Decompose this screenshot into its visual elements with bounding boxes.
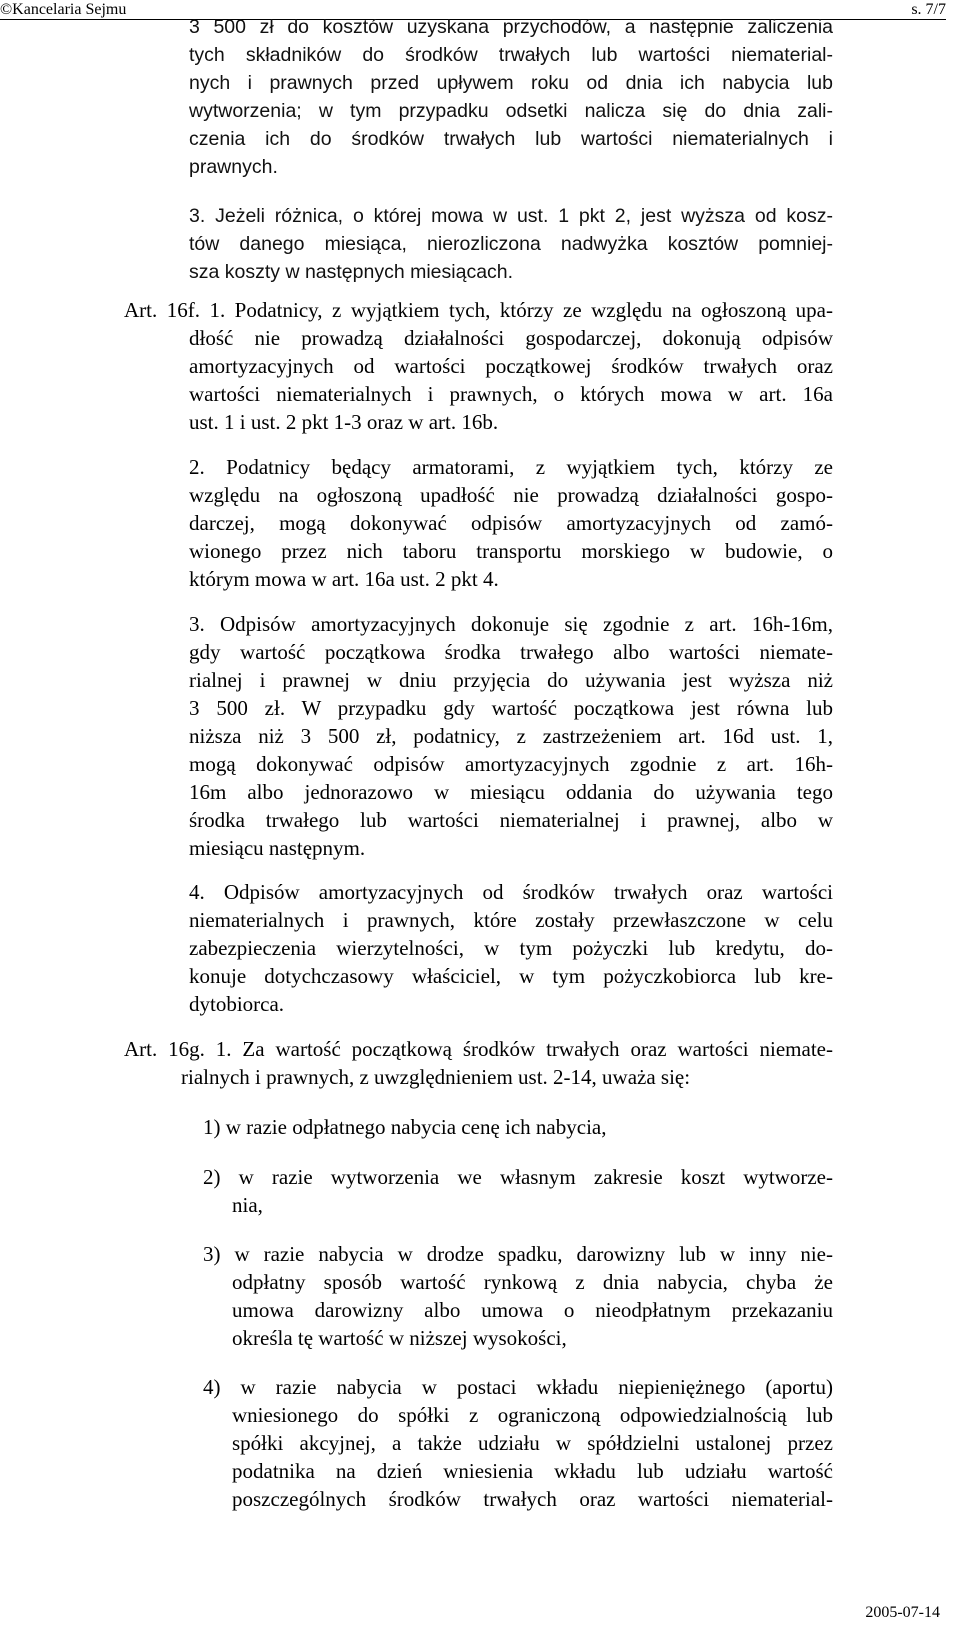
text-line: 4. Odpisów amortyzacyjnych od środków trwałych oraz wartości [189, 880, 833, 904]
text-line: 3. Jeżeli różnica, o której mowa w ust. 1 pkt 2, jest wyższa od kosz- [189, 205, 833, 227]
text-line: czenia ich do środków trwałych lub wartości niematerialnych i [189, 128, 833, 150]
text-line: wartości niematerialnych i prawnych, o których mowa w art. 16a [189, 382, 833, 406]
text-line: mogą dokonywać odpisów amortyzacyjnych zgodnie z art. 16h- [189, 752, 833, 776]
text-line: nia, [232, 1193, 263, 1217]
text-line: spółki akcyjnej, a także udziału w spółdzielni ustalonej przez [232, 1431, 833, 1455]
text-line: darczej, mogą dokonywać odpisów amortyzacyjnych od zamó- [189, 511, 833, 535]
art-16g-1-cont [181, 1063, 833, 1091]
art-16f-3 [189, 610, 833, 862]
text-line: podatnika na dzień wniesienia wkładu lub udziału wartość [232, 1459, 833, 1483]
text-line: nych i prawnych przed upływem roku od dnia ich nabycia lub [189, 72, 833, 94]
art-16g-1-item-2 [203, 1163, 833, 1191]
text-line: dytobiorca. [189, 992, 285, 1016]
text-line: poszczególnych środków trwałych oraz wartości niematerial- [232, 1487, 833, 1511]
list-item: 1) w razie odpłatnego nabycia cenę ich nabycia, [203, 1115, 607, 1139]
text-line: rialnej i prawnej w dniu przyjęcia do używania jest wyższa niż [189, 668, 833, 692]
text-line: 3 500 zł do kosztów uzyskana przychodów, a następnie zaliczenia [189, 16, 833, 38]
text-line: prawnych. [189, 156, 278, 178]
art-16g-1-item-4-cont [232, 1401, 833, 1513]
text-line: sza koszty w następnych miesiącach. [189, 261, 514, 283]
list-item: 2) w razie wytworzenia we własnym zakresie koszt wytworze- [203, 1165, 833, 1189]
text-line: względu na ogłoszoną upadłość nie prowadzą działalności gospo- [189, 483, 833, 507]
text-line: niższa niż 3 500 zł, podatnicy, z zastrzeżeniem art. 16d ust. 1, [189, 724, 833, 748]
list-item: 4) w razie nabycia w postaci wkładu niepieniężnego (aportu) [203, 1375, 833, 1399]
text-line: tów danego miesiąca, nierozliczona nadwyżka kosztów pomniej- [189, 233, 833, 255]
text-line: ust. 1 i ust. 2 pkt 1-3 oraz w art. 16b. [189, 410, 499, 434]
art-16g-1-item-3-cont [232, 1268, 833, 1352]
art-16f-1 [124, 296, 833, 324]
footer-date: 2005-07-14 [865, 1604, 940, 1621]
art-16g-1-item-2-cont [232, 1191, 833, 1219]
art-16g-1-item-3 [203, 1240, 833, 1268]
text-line: 3. Odpisów amortyzacyjnych dokonuje się zgodnie z art. 16h-16m, [189, 612, 833, 636]
text-line: amortyzacyjnych od wartości początkowej środków trwałych oraz [189, 354, 833, 378]
text-line: wionego przez nich taboru transportu morskiego w budowie, o [189, 539, 833, 563]
text-line: 2. Podatnicy będący armatorami, z wyjątkiem tych, którzy ze [189, 455, 833, 479]
art-16f-4 [189, 878, 833, 1018]
art-16f-1-cont [189, 324, 833, 436]
para-continuation [189, 13, 833, 181]
header-page-number: s. 7/7 [911, 1, 946, 18]
text-line: środka trwałego lub wartości niematerialnej i prawnej, albo w [189, 808, 833, 832]
text-line: którym mowa w art. 16a ust. 2 pkt 4. [189, 567, 499, 591]
text-line: wytworzenia; w tym przypadku odsetki nalicza się do dnia zali- [189, 100, 833, 122]
text-line: konuje dotychczasowy właściciel, w tym pożyczkobiorca lub kre- [189, 964, 833, 988]
text-line: określa tę wartość w niższej wysokości, [232, 1326, 567, 1350]
text-line: wniesionego do spółki z ograniczoną odpowiedzialnością lub [232, 1403, 833, 1427]
text-line: 16m albo jednorazowo w miesiącu oddania do używania tego [189, 780, 833, 804]
header-source: ©Kancelaria Sejmu [0, 1, 127, 18]
text-line: niematerialnych i prawnych, które zostały przewłaszczone w celu [189, 908, 833, 932]
art-16g-1-item-1 [203, 1113, 833, 1141]
text-line: zabezpieczenia wierzytelności, w tym pożyczki lub kredytu, do- [189, 936, 833, 960]
art-16g-1 [124, 1035, 833, 1063]
text-line: odpłatny sposób wartość rynkową z dnia nabycia, chyba że [232, 1270, 833, 1294]
para-16e-3 [189, 202, 833, 286]
text-line: tych składników do środków trwałych lub wartości niematerial- [189, 44, 833, 66]
text-line: Art. 16g. 1. Za wartość początkową środków trwałych oraz wartości niemate- [124, 1037, 833, 1061]
text-line: miesiącu następnym. [189, 836, 366, 860]
text-line: gdy wartość początkowa środka trwałego albo wartości niemate- [189, 640, 833, 664]
text-line: rialnych i prawnych, z uwzględnieniem ust. 2-14, uważa się: [181, 1065, 691, 1089]
text-line: 3 500 zł. W przypadku gdy wartość początkowa jest równa lub [189, 696, 833, 720]
text-line: dłość nie prowadzą działalności gospodarczej, dokonują odpisów [189, 326, 833, 350]
art-16f-2 [189, 453, 833, 593]
text-line: umowa darowizny albo umowa o nieodpłatnym przekazaniu [232, 1298, 833, 1322]
text-line: Art. 16f. 1. Podatnicy, z wyjątkiem tych, którzy ze względu na ogłoszoną upa- [124, 298, 833, 322]
list-item: 3) w razie nabycia w drodze spadku, darowizny lub w inny nie- [203, 1242, 833, 1266]
art-16g-1-item-4 [203, 1373, 833, 1401]
